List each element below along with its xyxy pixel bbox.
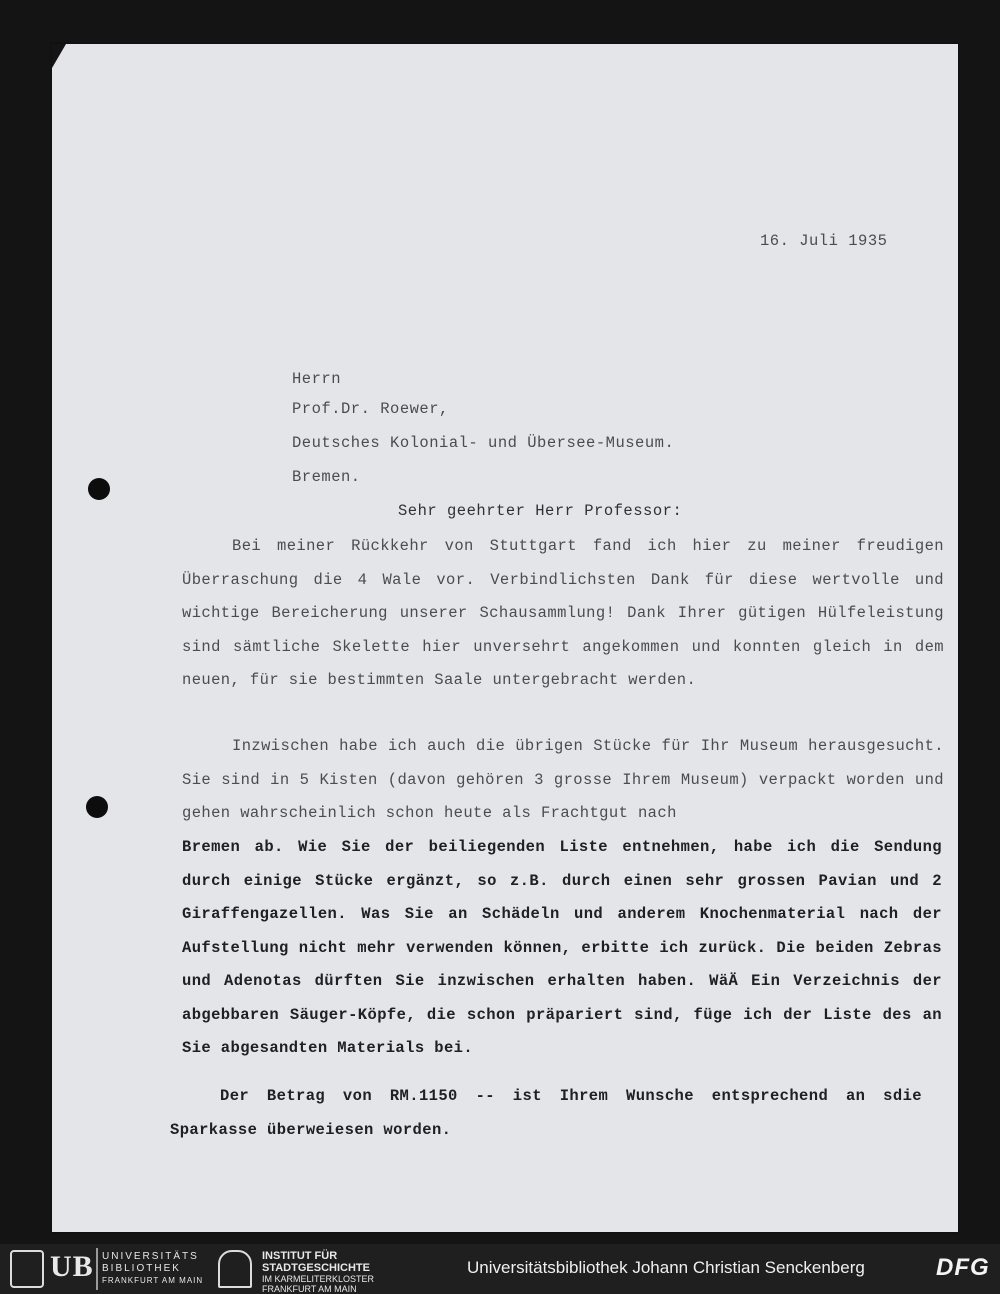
- dfg-logo: DFG: [936, 1254, 990, 1281]
- library-title: Universitätsbibliothek Johann Christian Senckenberg: [467, 1258, 865, 1277]
- ub-line-2: BIBLIOTHEK: [102, 1263, 181, 1274]
- paragraph-3: [170, 1080, 922, 1147]
- inst-line-2: STADTGESCHICHTE: [262, 1262, 370, 1274]
- recipient-salutation-line: Herrn: [292, 370, 342, 388]
- ub-seal-icon: [10, 1250, 44, 1288]
- paragraph-2b: [182, 831, 942, 1066]
- paper-torn-corner: [52, 44, 66, 68]
- paragraph-1: [182, 530, 944, 698]
- letter-date: 16. Juli 1935: [760, 232, 888, 250]
- paragraph-2a: [182, 730, 944, 831]
- paragraph-1-text: Bei meiner Rückkehr von Stuttgart fand ich hier zu meiner freudigen Überraschung die 4 Wale vor. Verbindlichsten Dank für diese wertvolle und wichtige Bereicherung unserer Schausammlung! Dank Ihrer gütigen Hülfeleistung sind sämtliche Skelette hier unversehrt angekommen und konnten gleich in dem neuen, für sie bestimmten Saale untergebracht werden.: [182, 537, 944, 689]
- institute-arch-icon: [218, 1250, 252, 1288]
- recipient-city: Bremen.: [292, 468, 361, 486]
- punch-hole-lower: [86, 796, 108, 818]
- letter-greeting: Sehr geehrter Herr Professor:: [398, 502, 683, 520]
- paragraph-2b-text: Bremen ab. Wie Sie der beiliegenden Liste entnehmen, habe ich die Sendung durch einige Stücke ergänzt, so z.B. durch einen sehr grossen Pavian und 2 Giraffengazellen. Was Sie an Schädeln und anderem Knochenmaterial nach der Aufstellung nicht mehr verwenden können, erbitte ich zurück. Die beiden Zebras und Adenotas dürften Sie inzwischen erhalten haben. WäÄ Ein Verzeichnis der abgebbaren Säuger-Köpfe, die schon präpariert sind, füge ich der Liste des an Sie abgesandten Materials bei.: [182, 838, 942, 1057]
- inst-line-4: FRANKFURT AM MAIN: [262, 1284, 357, 1294]
- institute-logo-text: [262, 1250, 374, 1294]
- inst-line-3: IM KARMELITERKLOSTER: [262, 1274, 375, 1284]
- inst-line-1: INSTITUT FÜR: [262, 1250, 338, 1262]
- recipient-institution: Deutsches Kolonial- und Übersee-Museum.: [292, 434, 675, 452]
- ub-logo-text: [102, 1251, 203, 1287]
- ub-logo-letters: UB: [50, 1250, 94, 1283]
- ub-line-1: UNIVERSITÄTS: [102, 1251, 199, 1262]
- punch-hole-upper: [88, 478, 110, 500]
- footer-bar: [0, 1244, 1000, 1294]
- paragraph-2a-text: Inzwischen habe ich auch die übrigen Stücke für Ihr Museum herausgesucht. Sie sind in 5 Kisten (davon gehören 3 grosse Ihrem Museum) verpackt worden und gehen wahrscheinlich schon heute als Frachtgut nach: [182, 737, 944, 822]
- ub-line-3: FRANKFURT AM MAIN: [102, 1276, 204, 1285]
- paragraph-3-text: Der Betrag von RM.1150 -- ist Ihrem Wunsche entsprechend an sdie Sparkasse überweiesen worden.: [170, 1087, 922, 1139]
- letter-page: [52, 44, 958, 1232]
- ub-divider: [96, 1248, 98, 1290]
- recipient-name: Prof.Dr. Roewer,: [292, 400, 449, 418]
